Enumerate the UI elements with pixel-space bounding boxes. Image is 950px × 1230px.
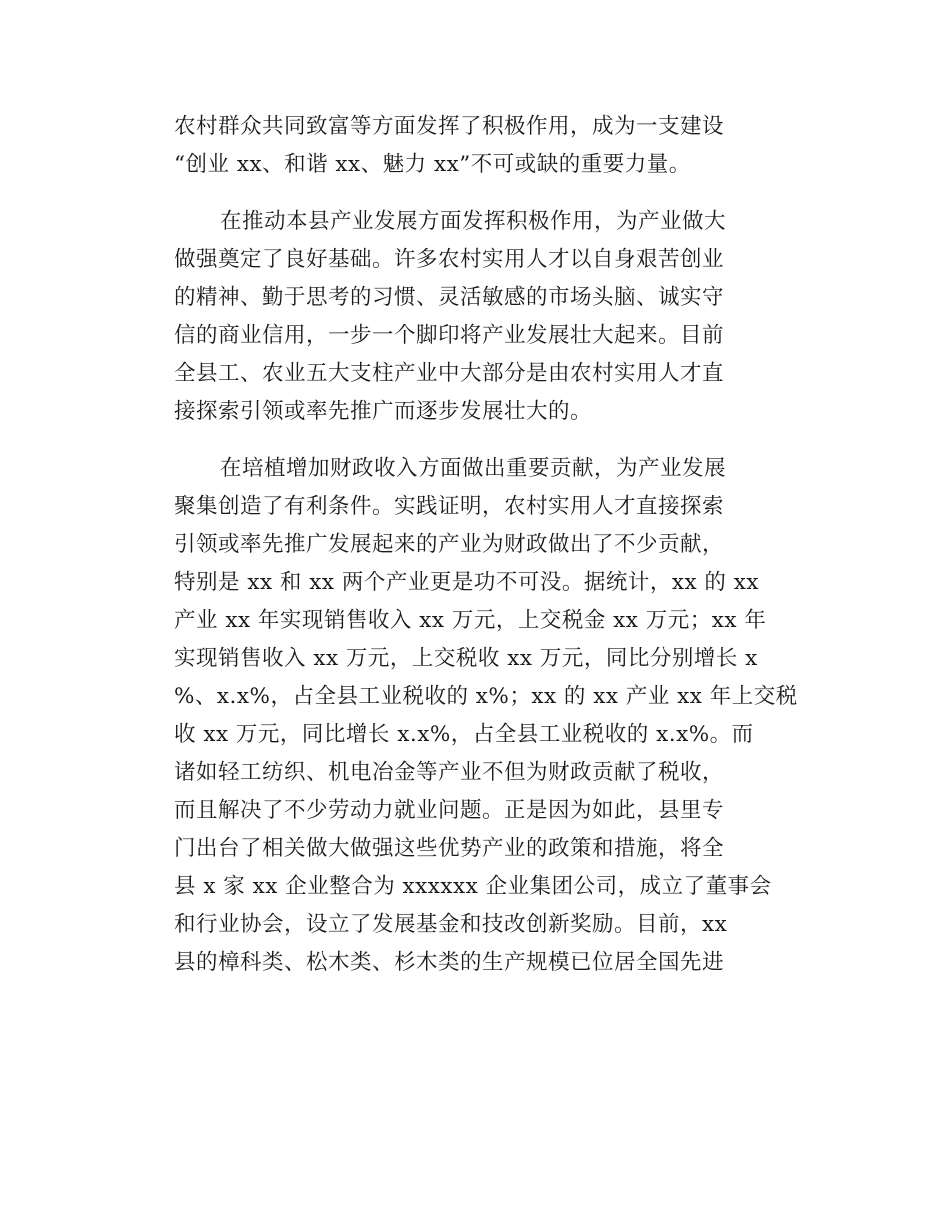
text-line: 做强奠定了良好基础。许多农村实用人才以自身艰苦创业 <box>174 247 725 272</box>
text-line: 收 xx 万元，同比增长 x.x%，占全县工业税收的 x.x%。而 <box>174 722 754 747</box>
text-line: 信的商业信用，一步一个脚印将产业发展壮大起来。目前 <box>174 323 725 348</box>
text-line: 的精神、勤于思考的习惯、灵活敏感的市场头脑、诚实守 <box>174 285 725 310</box>
text-line: 门出台了相关做大做强这些优势产业的政策和措施，将全 <box>174 836 725 861</box>
text-line: 在培植增加财政收入方面做出重要贡献，为产业发展 <box>220 456 727 481</box>
text-line: “创业 xx、和谐 xx、魅力 xx”不可或缺的重要力量。 <box>174 152 691 177</box>
paragraph-3 <box>174 450 798 982</box>
text-line: 而且解决了不少劳动力就业问题。正是因为如此，县里专 <box>174 798 725 823</box>
paragraph-2 <box>174 203 794 431</box>
text-line: 聚集创造了有利条件。实践证明，农村实用人才直接探索 <box>174 494 725 519</box>
text-line: 引领或率先推广发展起来的产业为财政做出了不少贡献， <box>174 532 725 557</box>
text-line: 农村群众共同致富等方面发挥了积极作用，成为一支建设 <box>174 114 725 139</box>
paragraph-1 <box>174 108 794 184</box>
text-line: 接探索引领或率先推广而逐步发展壮大的。 <box>174 399 593 424</box>
text-line: 诸如轻工纺织、机电冶金等产业不但为财政贡献了税收， <box>174 760 725 785</box>
text-line: 产业 xx 年实现销售收入 xx 万元，上交税金 xx 万元；xx 年 <box>174 608 767 633</box>
text-line: 特别是 xx 和 xx 两个产业更是功不可没。据统计，xx 的 xx <box>174 570 760 595</box>
text-line: 在推动本县产业发展方面发挥积极作用，为产业做大 <box>220 209 727 234</box>
text-line: 实现销售收入 xx 万元，上交税收 xx 万元，同比分别增长 x <box>174 646 758 671</box>
text-line: 县 x 家 xx 企业整合为 xxxxxx 企业集团公司，成立了董事会 <box>174 874 772 899</box>
text-line: 和行业协会，设立了发展基金和技改创新奖励。目前，xx <box>174 912 728 937</box>
text-line: 县的樟科类、松木类、杉木类的生产规模已位居全国先进 <box>174 950 725 975</box>
text-line: %、x.x%，占全县工业税收的 x%；xx 的 xx 产业 xx 年上交税 <box>174 684 798 709</box>
document-body <box>174 108 798 1001</box>
text-line: 全县工、农业五大支柱产业中大部分是由农村实用人才直 <box>174 361 725 386</box>
